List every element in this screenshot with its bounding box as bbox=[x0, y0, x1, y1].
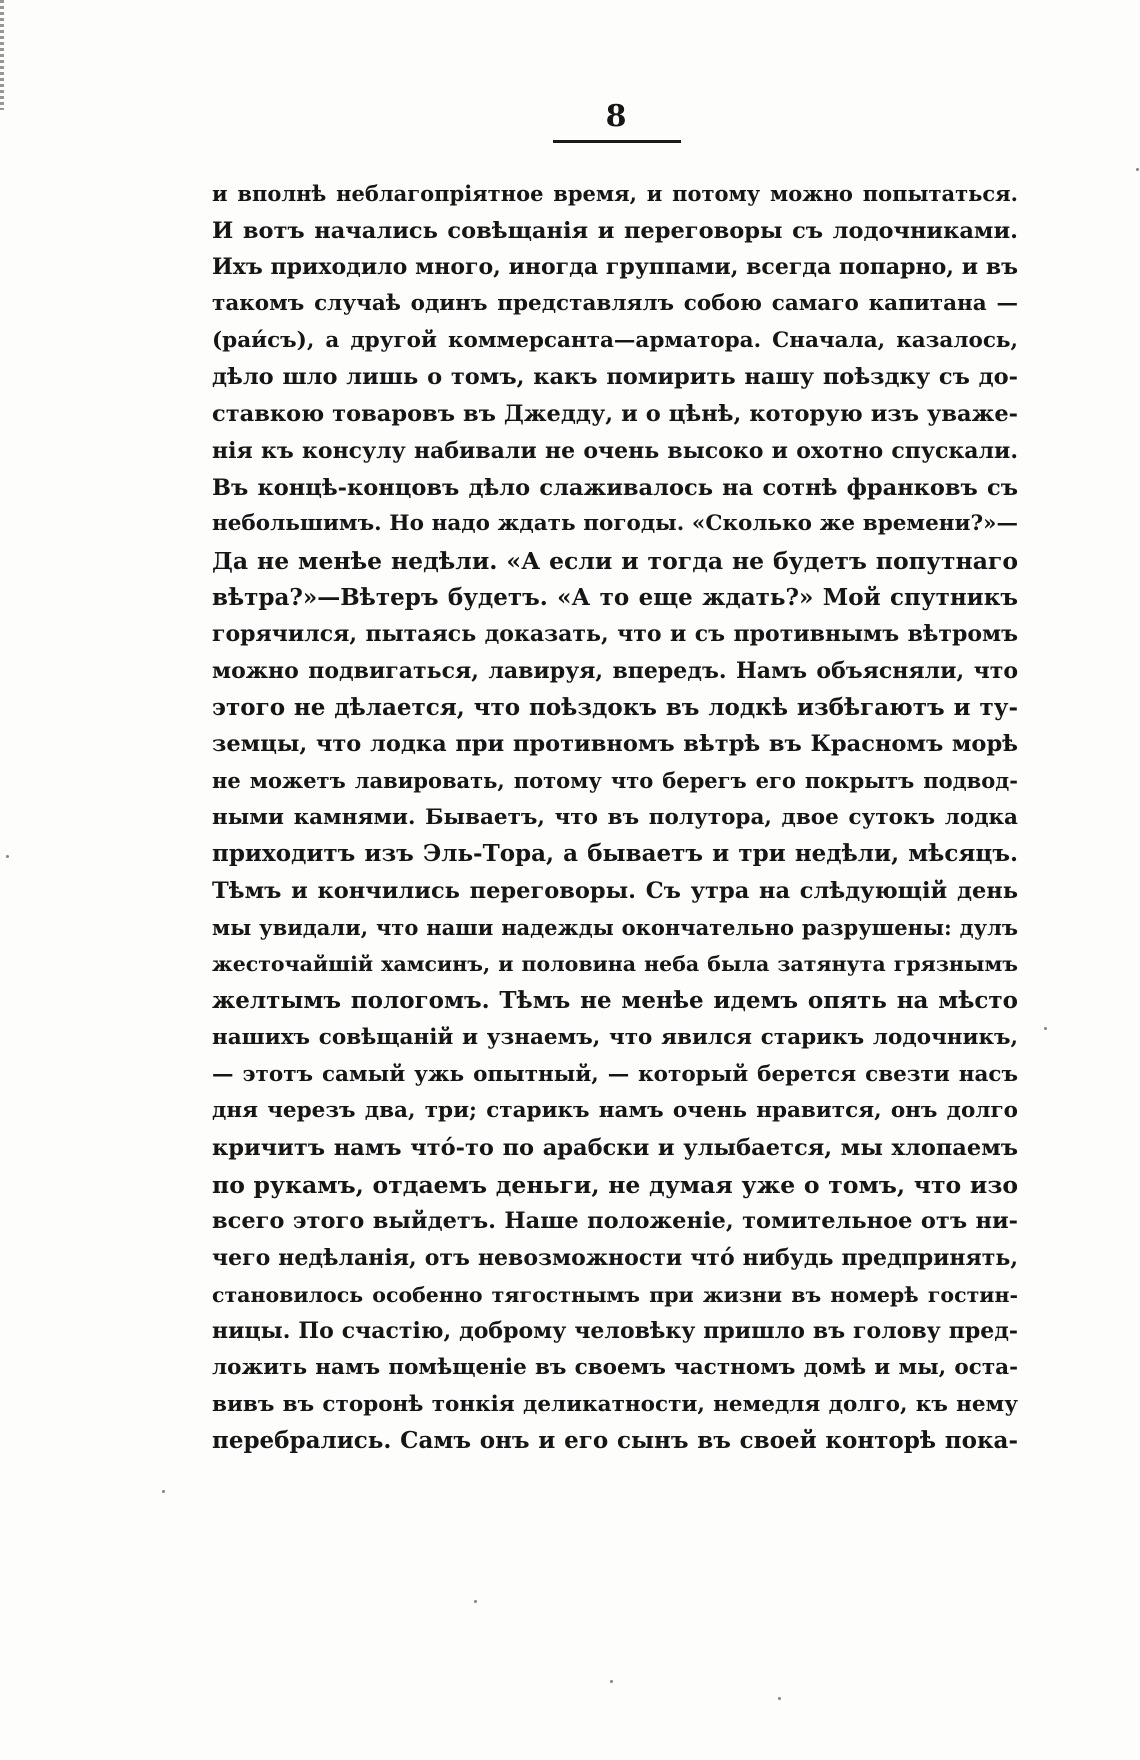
text-line: мы увидали, что наши надежды окончательно разрушены: дулъ bbox=[212, 914, 1018, 940]
text-line: ложить намъ помѣщеніе въ своемъ частномъ домѣ и мы, оста- bbox=[212, 1355, 1018, 1380]
scan-speck bbox=[778, 1697, 781, 1700]
text-line: Тѣмъ и кончились переговоры. Съ утра на слѣдующій день bbox=[212, 878, 1018, 905]
scan-edge-mark bbox=[0, 0, 4, 110]
text-line: И вотъ начались совѣщанія и переговоры съ лодочниками. bbox=[212, 217, 1018, 244]
text-line: — этотъ самый ужь опытный, — который берется свезти насъ bbox=[212, 1061, 1018, 1087]
page-number: 8 bbox=[605, 99, 627, 134]
text-line: приходитъ изъ Эль-Тора, а бываетъ и три недѣли, мѣсяцъ. bbox=[212, 840, 1018, 868]
scan-speck bbox=[474, 1600, 477, 1603]
text-line: можно подвигаться, лавируя, впередъ. Намъ объясняли, что bbox=[212, 657, 1018, 684]
text-line: нія къ консулу набивали не очень высоко и охотно спускали. bbox=[212, 437, 1018, 464]
scan-speck bbox=[610, 1680, 613, 1683]
text-line: кричитъ намъ что́-то по арабски и улыбается, мы хлопаемъ bbox=[212, 1134, 1018, 1161]
text-line: ницы. По счастію, доброму человѣку пришло въ голову пред- bbox=[212, 1318, 1018, 1345]
text-line: горячился, пытаясь доказать, что и съ противнымъ вѣтромъ bbox=[212, 621, 1018, 648]
text-line: ными камнями. Бываетъ, что въ полутора, двое сутокъ лодка bbox=[212, 804, 1018, 830]
text-line: Въ концѣ-концовъ дѣло слаживалось на сотнѣ франковъ съ bbox=[212, 474, 1018, 501]
text-line: нашихъ совѣщаній и узнаемъ, что явился старикъ лодочникъ, bbox=[212, 1024, 1018, 1050]
text-line: Да не менѣе недѣли. «А если и тогда не будетъ попутнаго bbox=[212, 546, 1018, 575]
text-line: дѣло шло лишь о томъ, какъ помирить нашу поѣздку съ до- bbox=[212, 364, 1018, 391]
text-line: дня черезъ два, три; старикъ намъ очень нравится, онъ долго bbox=[212, 1098, 1018, 1124]
page-body-text bbox=[212, 176, 1018, 1460]
text-line: небольшимъ. Но надо ждать погоды. «Сколько же времени?»— bbox=[212, 511, 1018, 537]
text-line: земцы, что лодка при противномъ вѣтрѣ въ Красномъ морѣ bbox=[212, 731, 1018, 758]
text-line: становилось особенно тягостнымъ при жизни въ номерѣ гостин- bbox=[212, 1282, 1018, 1307]
scan-speck bbox=[1044, 1027, 1047, 1030]
text-line: такомъ случаѣ одинъ представлялъ собою самаго капитана — bbox=[212, 291, 1018, 317]
text-line: вѣтра?»—Вѣтеръ будетъ. «А то еще ждать?» Мой спутникъ bbox=[212, 583, 1018, 611]
text-line: ставкою товаровъ въ Джедду, и о цѣнѣ, которую изъ уваже- bbox=[212, 401, 1018, 428]
text-line: чего недѣланія, отъ невозможности что́ нибудь предпринять, bbox=[212, 1244, 1018, 1271]
text-line: и вполнѣ неблагопріятное время, и потому можно попытаться. bbox=[212, 181, 1018, 206]
text-line: (раи́съ), а другой коммерсанта—арматора. Сначала, казалось, bbox=[212, 327, 1018, 353]
text-line: жесточайшій хамсинъ, и половина неба была затянута грязнымъ bbox=[212, 952, 1018, 977]
text-line: всего этого выйдетъ. Наше положеніе, томительное отъ ни- bbox=[212, 1208, 1018, 1235]
scan-speck bbox=[1136, 168, 1139, 171]
text-line: желтымъ пологомъ. Тѣмъ не менѣе идемъ опять на мѣсто bbox=[212, 987, 1018, 1015]
text-line: перебрались. Самъ онъ и его сынъ въ своей конторѣ пока- bbox=[212, 1427, 1018, 1455]
page-number-rule bbox=[553, 140, 681, 143]
text-line: вивъ въ сторонѣ тонкія деликатности, немедля долго, къ нему bbox=[212, 1391, 1018, 1417]
text-line: по рукамъ, отдаемъ деньги, не думая уже о томъ, что изо bbox=[212, 1170, 1018, 1199]
scan-speck bbox=[162, 1490, 165, 1493]
text-line: Ихъ приходило много, иногда группами, всегда попарно, и въ bbox=[212, 254, 1018, 281]
text-line: этого не дѣлается, что поѣздокъ въ лодкѣ избѣгаютъ и ту- bbox=[212, 693, 1018, 721]
scan-speck bbox=[6, 855, 9, 858]
text-line: не можетъ лавировать, потому что берегъ его покрытъ подвод- bbox=[212, 768, 1018, 793]
